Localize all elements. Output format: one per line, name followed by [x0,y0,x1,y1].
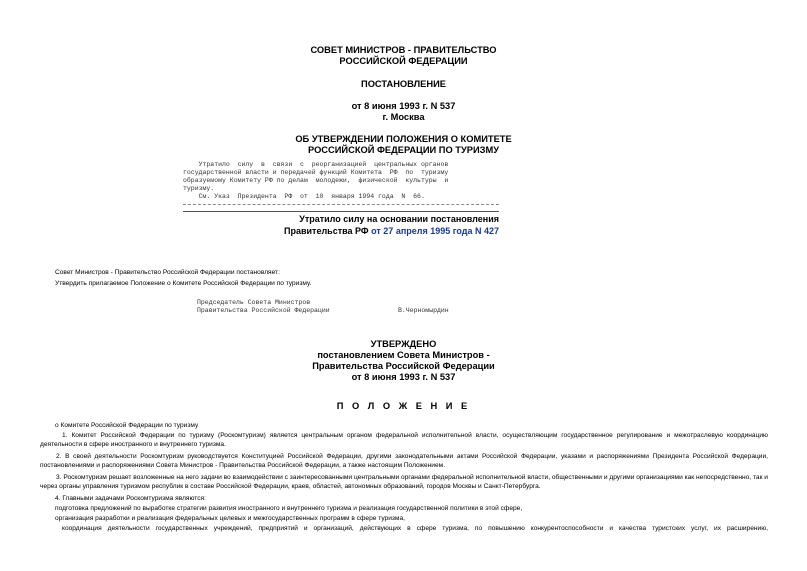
notice-line: туризму. [183,185,215,192]
signature-title2: Правительства Российской Федерации [197,307,330,314]
approved-by: постановлением Совета Министров - [317,350,490,360]
regulation-para-2: 2. В своей деятельности Роскомтуризм руководствуется Конституцией Российской Федерации, другими законодательными актами Российской Федерации, указами и распоряжениями Президента Российской Федерации, постановлениями и распоряжениями Совета Министров - Правительства Российской Федерации, а также настоящим Положением. [40,453,768,470]
regulation-para-1: 1. Комитет Российской Федерации по туризму (Роскомтуризм) является центральным органом федеральной исполнительной власти, осуществляющим государственное регулирование и межотраслевую координацию деятельности в сфере иностранного и внутреннего туризма. [40,432,768,449]
approved-government: Правительства Российской Федерации [312,361,495,371]
notice-line: государственной власти и передачей функций Комитета РФ по туризму [183,169,449,176]
signature-name: В.Черномырдин [398,307,449,314]
doc-type: ПОСТАНОВЛЕНИЕ [361,79,446,89]
doc-place: г. Москва [382,112,425,122]
repeal-line2-prefix: Правительства РФ [284,226,372,236]
doc-title-line2: РОССИЙСКОЙ ФЕДЕРАЦИИ ПО ТУРИЗМУ [308,145,499,155]
regulation-title: П О Л О Ж Е Н И Е [336,401,471,411]
approved-heading: УТВЕРЖДЕНО [370,339,437,349]
notice-line: Утратило силу в связи с реорганизацией центральных органов [183,161,449,168]
regulation-para-4: 4. Главными задачами Роскомтуризма являются: [55,495,206,502]
regulation-subtitle: о Комитете Российской Федерации по туризму [55,422,199,429]
body-approve: Утвердить прилагаемое Положение о Комитете Российской Федерации по туризму. [55,280,312,287]
repeal-divider [183,211,499,212]
repeal-line2 [183,226,499,237]
regulation-para-3: 3. Роскомтуризм решает возложенные на него задачи во взаимодействии с заинтересованными центральными органами федеральной исполнительной власти, общественными и другими организациями как непосредственно, так и через органы управления туризмом республик в составе Российской Федерации, краев, областей, автономных образований, городов Москвы и Санкт-Петербурга. [40,474,768,491]
doc-date: от 8 июня 1993 г. N 537 [351,101,456,111]
regulation-para-7: координация деятельности государственных учреждений, предприятий и организаций, действующих в сфере туризма, по повышению конкурентоспособности и качества туристских услуг, их расширению, [62,525,768,532]
approved-date: от 8 июня 1993 г. N 537 [351,372,456,382]
regulation-para-5: подготовка предложений по выработке стратегии развития иностранного и внутреннего туризма и реализация государственной политики в этой сфере, [55,505,523,512]
doc-title-line1: ОБ УТВЕРЖДЕНИИ ПОЛОЖЕНИЯ О КОМИТЕТЕ [295,134,512,144]
regulation-para-6: организация разработки и реализация федеральных целевых и межгосударственных программ в сфере туризма, [55,515,405,522]
notice-line: образуемому Комитету РФ по делам молодежи, физической культуры и [183,177,449,184]
doc-authority-line2: РОССИЙСКОЙ ФЕДЕРАЦИИ [339,56,468,66]
body-resolves: Совет Министров - Правительство Российской Федерации постановляет: [55,269,280,276]
repeal-decree-link[interactable]: от 27 апреля 1995 года N 427 [371,226,499,236]
doc-authority-line1: СОВЕТ МИНИСТРОВ - ПРАВИТЕЛЬСТВО [310,45,497,55]
signature-title1: Председатель Совета Министров [197,299,311,306]
notice-divider [183,204,499,205]
repeal-line1: Утратило силу на основании постановления [299,214,499,224]
notice-line: См. Указ Президента РФ от 10 января 1994 года N 66. [183,193,425,200]
